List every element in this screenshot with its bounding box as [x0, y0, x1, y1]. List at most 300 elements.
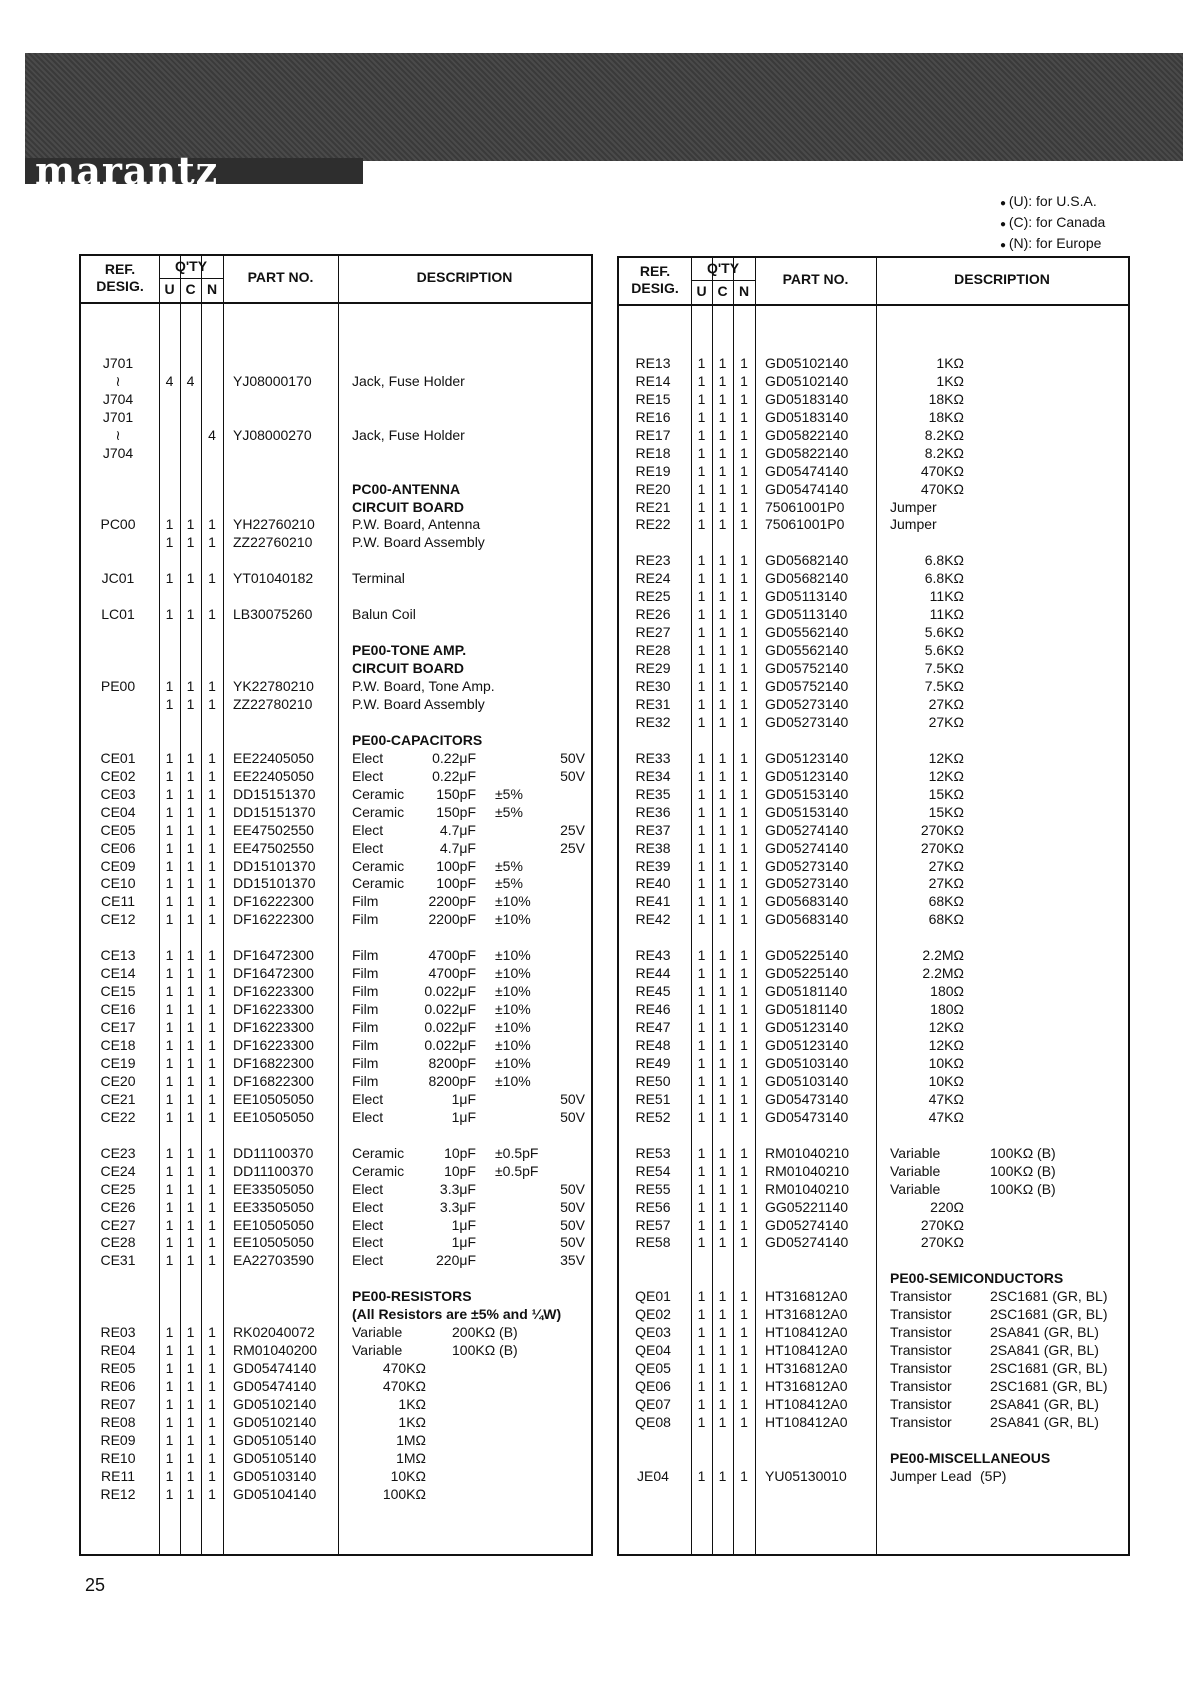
ref-desig: RE20: [635, 480, 671, 497]
tolerance: ±10%: [495, 947, 531, 964]
ref-desig: RE12: [100, 1485, 136, 1502]
qty-c: 1: [186, 749, 195, 766]
ref-desig: RE16: [635, 408, 671, 425]
qty-u: 1: [165, 1144, 174, 1161]
qty-c: 1: [718, 839, 727, 856]
qty-c: 1: [186, 911, 195, 928]
part-number: GD05113140: [765, 606, 848, 623]
qty-c: 1: [718, 785, 727, 802]
qty-u: 1: [697, 857, 706, 874]
qty-c: 1: [718, 480, 727, 497]
part-number: DF16223300: [233, 1037, 314, 1053]
qty-c: 1: [718, 911, 727, 928]
table-row: [619, 481, 1128, 499]
section-heading: PE00-MISCELLANEOUS: [890, 1449, 1051, 1466]
qty-c: 1: [718, 408, 727, 425]
table-row: [619, 893, 1128, 911]
table-row: [81, 391, 591, 409]
description-type: Jumper: [890, 516, 937, 533]
part-number: EE47502550: [233, 839, 314, 856]
ref-desig: RE30: [635, 678, 671, 694]
voltage-rating: 50V: [560, 1234, 585, 1251]
table-row: [81, 947, 591, 965]
table-row: [619, 391, 1128, 409]
qty-u: 1: [697, 1467, 706, 1484]
description-type: P.W. Board Assembly: [352, 534, 485, 551]
voltage-rating: 25V: [560, 839, 585, 856]
description-type: Jumper Lead: [890, 1467, 972, 1484]
qty-u: 1: [165, 516, 174, 533]
qty-u: 1: [697, 1342, 706, 1359]
part-number: ZZ22780210: [233, 695, 313, 712]
part-number: DF16223300: [233, 1019, 314, 1036]
qty-n: 1: [208, 947, 216, 964]
resistance-value: 15KΩ: [928, 803, 964, 820]
header-c: C: [185, 281, 196, 297]
qty-u: 1: [697, 606, 706, 623]
part-number: EE10505050: [233, 1216, 314, 1233]
qty-c: 1: [718, 570, 727, 587]
qty-c: 1: [186, 1252, 195, 1269]
qty-n: 1: [208, 749, 216, 766]
qty-n: 1: [208, 803, 216, 820]
part-number: GD05273140: [765, 857, 849, 874]
qty-c: 1: [718, 372, 727, 389]
table-row: [81, 1109, 591, 1127]
description-value: 100KΩ (B): [452, 1342, 518, 1359]
qty-n: 1: [740, 1378, 748, 1395]
part-number: GD05752140: [765, 678, 849, 694]
description-value: (5P): [980, 1467, 1007, 1484]
table-row: [81, 1091, 591, 1109]
resistance-value: 11KΩ: [929, 588, 964, 605]
description-value: 0.022μF: [424, 1001, 476, 1018]
qty-u: 1: [697, 749, 706, 766]
description-type: Variable: [890, 1144, 941, 1161]
part-number: HT108412A0: [765, 1324, 848, 1341]
table-row: [619, 570, 1128, 588]
description-type: Variable: [352, 1324, 403, 1341]
ref-desig: QE04: [635, 1342, 671, 1359]
qty-c: 1: [186, 1378, 195, 1395]
ref-desig: JE04: [637, 1467, 669, 1484]
description-value: 0.022μF: [424, 983, 476, 1000]
table-row: [619, 1234, 1128, 1252]
table-row: [81, 1450, 591, 1468]
table-row: [81, 1037, 591, 1055]
resistance-value: 1KΩ: [936, 354, 964, 371]
ref-desig: CE21: [100, 1090, 136, 1107]
qty-u: 1: [697, 480, 706, 497]
table-row: [619, 1037, 1128, 1055]
ref-desig: RE27: [635, 624, 671, 641]
table-row: [81, 1073, 591, 1091]
qty-n: 1: [740, 1324, 748, 1341]
ref-desig: RE29: [635, 660, 671, 677]
qty-u: 1: [697, 390, 706, 407]
table-row: [81, 409, 591, 427]
qty-c: 1: [718, 642, 727, 659]
part-number: GD05682140: [765, 552, 849, 569]
part-number: YJ08000170: [233, 372, 312, 389]
table-row: [81, 1163, 591, 1181]
legend-item: ● (C): for Canada: [1000, 213, 1105, 234]
resistance-value: 12KΩ: [928, 767, 964, 784]
description-value: 100KΩ (B): [990, 1144, 1056, 1161]
ref-desig: CE16: [100, 1001, 136, 1018]
qty-n: 1: [740, 1234, 748, 1251]
header-n: N: [738, 283, 750, 299]
table-row: [81, 373, 591, 391]
ref-desig: RE25: [635, 588, 671, 605]
qty-c: 1: [718, 1144, 727, 1161]
ref-desig: CE06: [100, 839, 136, 856]
table-row: [619, 1181, 1128, 1199]
brand-logo: marantz: [35, 148, 219, 193]
qty-u: 1: [165, 875, 174, 892]
part-number: GD05683140: [765, 911, 849, 928]
qty-c: 1: [718, 660, 727, 677]
part-number: GD05102140: [233, 1396, 317, 1412]
qty-n: 1: [208, 1413, 216, 1430]
description-type: Transistor: [890, 1360, 952, 1377]
table-row: [619, 1073, 1128, 1091]
qty-c: 1: [186, 767, 195, 784]
qty-n: 4: [208, 426, 216, 443]
qty-n: 1: [740, 1396, 748, 1412]
qty-u: 1: [697, 839, 706, 856]
description-value: 100KΩ (B): [990, 1162, 1056, 1179]
qty-u: 1: [165, 947, 174, 964]
qty-c: 1: [186, 1396, 195, 1412]
qty-u: 1: [697, 1072, 706, 1089]
part-number: GD05123140: [765, 749, 849, 766]
description-type: Film: [352, 1054, 379, 1071]
resistance-value: 2.2MΩ: [922, 965, 964, 982]
ref-desig: PC00: [100, 516, 136, 533]
ref-desig: RE41: [635, 893, 671, 910]
section-heading: PE00-SEMICONDUCTORS: [890, 1270, 1064, 1287]
qty-n: 1: [740, 947, 748, 964]
table-row: [619, 786, 1128, 804]
tolerance: ±5%: [495, 875, 523, 892]
qty-u: 1: [165, 1485, 174, 1502]
ref-desig: RE45: [635, 983, 671, 1000]
ref-desig: J704: [102, 444, 134, 461]
qty-n: 1: [740, 1108, 748, 1125]
table-row: [619, 840, 1128, 858]
resistance-value: 1MΩ: [396, 1431, 426, 1448]
part-number: HT316812A0: [765, 1378, 848, 1395]
table-row: [619, 1468, 1128, 1486]
part-number: GD05183140: [765, 390, 849, 407]
qty-u: 1: [697, 1234, 706, 1251]
qty-c: 1: [186, 1234, 195, 1251]
qty-n: 1: [740, 570, 748, 587]
description-value: 2200pF: [428, 893, 476, 910]
description-value: 8200pF: [428, 1054, 476, 1071]
legend-item: ● (U): for U.S.A.: [1000, 192, 1105, 213]
qty-u: 1: [697, 426, 706, 443]
qty-n: 1: [740, 1198, 748, 1215]
description-type: Film: [352, 947, 379, 964]
part-number: 75061001P0: [765, 516, 845, 533]
qty-n: 1: [740, 390, 748, 407]
description-type: Ceramic: [352, 1162, 405, 1179]
qty-u: 1: [165, 911, 174, 928]
table-row: [81, 1001, 591, 1019]
qty-c: 1: [186, 1144, 195, 1161]
table-row: [619, 373, 1128, 391]
description-type: Elect: [352, 1234, 384, 1251]
resistance-value: 27KΩ: [928, 875, 964, 892]
description-value: 0.022μF: [424, 1019, 476, 1036]
ref-desig: QE02: [635, 1306, 671, 1323]
qty-n: 1: [208, 1360, 216, 1377]
qty-c: 1: [718, 1054, 727, 1071]
qty-n: 1: [208, 1198, 216, 1215]
table-row: [619, 1378, 1128, 1396]
ref-desig: RE48: [635, 1037, 671, 1053]
description-type: Film: [352, 1019, 379, 1036]
ref-desig: QE06: [635, 1378, 671, 1395]
qty-u: 1: [697, 1288, 706, 1305]
description-type: Ceramic: [352, 785, 405, 802]
description-type: Elect: [352, 839, 384, 856]
header-desig: DESIG.: [96, 278, 144, 294]
tolerance: ±10%: [495, 1054, 531, 1071]
part-number: RM01040210: [765, 1180, 850, 1197]
description-type: Elect: [352, 1198, 384, 1215]
part-number: GD05474140: [233, 1378, 317, 1395]
table-row: [619, 1396, 1128, 1414]
resistance-value: 470KΩ: [382, 1378, 426, 1395]
qty-c: 1: [718, 1037, 727, 1053]
qty-u: 1: [697, 911, 706, 928]
table-row: [81, 858, 591, 876]
table-row: [81, 1486, 591, 1504]
table-row: [81, 1468, 591, 1486]
ref-desig: CE26: [100, 1198, 136, 1215]
ref-desig: CE20: [100, 1072, 136, 1089]
ref-desig: CE01: [100, 749, 136, 766]
description-type: Transistor: [890, 1396, 952, 1412]
section-heading: CIRCUIT BOARD: [352, 498, 464, 515]
ref-desig: QE07: [635, 1396, 671, 1412]
part-number: GD05822140: [765, 426, 849, 443]
part-number: HT316812A0: [765, 1360, 848, 1377]
table-row: [619, 1342, 1128, 1360]
qty-u: 1: [165, 695, 174, 712]
tolerance: ±10%: [495, 893, 531, 910]
qty-n: 1: [740, 606, 748, 623]
table-row: [81, 768, 591, 786]
qty-c: 1: [186, 1449, 195, 1466]
qty-c: 1: [718, 695, 727, 712]
part-number: DF16822300: [233, 1054, 314, 1071]
part-number: GD05113140: [765, 588, 848, 605]
qty-u: 1: [165, 1108, 174, 1125]
qty-n: 1: [208, 1431, 216, 1448]
description-value: 0.22μF: [432, 767, 476, 784]
resistance-value: 270KΩ: [920, 1234, 964, 1251]
resistance-value: 1MΩ: [396, 1449, 426, 1466]
part-number: GD05822140: [765, 444, 849, 461]
part-number: GD05274140: [765, 839, 849, 856]
description-value: 2SC1681 (GR, BL): [990, 1306, 1108, 1323]
qty-c: 1: [186, 893, 195, 910]
qty-c: 1: [718, 893, 727, 910]
description-value: 0.022μF: [424, 1037, 476, 1053]
table-row: [619, 1324, 1128, 1342]
qty-c: 1: [718, 552, 727, 569]
voltage-rating: 50V: [560, 767, 585, 784]
region-legend: [1000, 192, 1105, 255]
part-number: GD05181140: [765, 983, 848, 1000]
qty-n: 1: [208, 1108, 216, 1125]
qty-u: 1: [697, 713, 706, 730]
ref-desig: RE13: [635, 354, 671, 371]
part-number: GD05123140: [765, 767, 849, 784]
qty-c: 1: [186, 1216, 195, 1233]
qty-c: 1: [718, 1216, 727, 1233]
qty-c: 1: [186, 821, 195, 838]
qty-n: 1: [208, 875, 216, 892]
qty-n: 1: [208, 821, 216, 838]
table-row: [81, 445, 591, 463]
qty-u: 1: [697, 624, 706, 641]
ref-desig: RE55: [635, 1180, 671, 1197]
ref-desig: RE22: [635, 516, 671, 533]
qty-n: 1: [208, 785, 216, 802]
table-row: [81, 481, 591, 499]
header-c: C: [717, 283, 728, 299]
qty-c: 1: [186, 1180, 195, 1197]
tolerance: ±10%: [495, 1001, 531, 1018]
qty-header-divider: [691, 280, 755, 281]
table-row: [81, 642, 591, 660]
qty-c: 1: [718, 965, 727, 982]
resistance-value: 180Ω: [930, 983, 964, 1000]
qty-u: 1: [697, 642, 706, 659]
qty-u: 1: [165, 1019, 174, 1036]
qty-n: 1: [208, 1054, 216, 1071]
description-value: 2SC1681 (GR, BL): [990, 1288, 1108, 1305]
ref-desig: RE14: [635, 372, 671, 389]
part-number: EE47502550: [233, 821, 314, 838]
ref-desig: RE17: [635, 426, 671, 443]
resistance-value: 180Ω: [930, 1001, 964, 1018]
qty-c: 1: [186, 947, 195, 964]
part-number: GD05473140: [765, 1108, 849, 1125]
qty-c: 1: [718, 1019, 727, 1036]
qty-u: 1: [165, 803, 174, 820]
qty-n: 1: [740, 498, 748, 515]
qty-n: 1: [740, 642, 748, 659]
ref-desig: CE25: [100, 1180, 136, 1197]
description-type: P.W. Board, Antenna: [352, 516, 481, 533]
part-number: GD05102140: [765, 372, 849, 389]
ref-desig: CE09: [100, 857, 136, 874]
table-row: [619, 714, 1128, 732]
table-row: [619, 1055, 1128, 1073]
resistance-value: 12KΩ: [928, 1037, 964, 1053]
table-row: [81, 660, 591, 678]
table-row: [619, 499, 1128, 517]
qty-u: 1: [165, 893, 174, 910]
table-row: [81, 696, 591, 714]
header-ref: REF.: [639, 263, 671, 279]
table-row: [619, 1450, 1128, 1468]
tolerance: ±0.5pF: [495, 1144, 539, 1161]
qty-n: 1: [208, 695, 216, 712]
header-n: N: [206, 281, 218, 297]
qty-u: 1: [165, 1378, 174, 1395]
table-row: [81, 804, 591, 822]
table-row: [81, 534, 591, 552]
table-row: [619, 427, 1128, 445]
part-number: GD05104140: [233, 1485, 317, 1502]
qty-u: 1: [697, 1162, 706, 1179]
ref-desig: RE35: [635, 785, 671, 802]
ref-desig: CE18: [100, 1037, 136, 1053]
table-row: [619, 875, 1128, 893]
qty-u: 1: [697, 408, 706, 425]
description-value: 2SA841 (GR, BL): [990, 1342, 1099, 1359]
qty-n: 1: [208, 516, 216, 533]
part-number: DD11100370: [233, 1162, 314, 1179]
ref-desig: RE47: [635, 1019, 671, 1036]
qty-n: 1: [740, 1001, 748, 1018]
voltage-rating: 50V: [560, 749, 585, 766]
ref-desig: RE33: [635, 749, 671, 766]
part-number: GD05102140: [765, 354, 849, 371]
qty-n: 1: [208, 1090, 216, 1107]
description-value: 2SA841 (GR, BL): [990, 1413, 1099, 1430]
qty-n: 1: [740, 1288, 748, 1305]
qty-n: 1: [740, 1360, 748, 1377]
description-type: Elect: [352, 1108, 384, 1125]
ref-desig: RE57: [635, 1216, 671, 1233]
qty-u: 1: [165, 1431, 174, 1448]
ref-desig: CE28: [100, 1234, 136, 1251]
resistance-value: 12KΩ: [928, 749, 964, 766]
table-row: [81, 983, 591, 1001]
qty-n: 1: [208, 1449, 216, 1466]
qty-n: 1: [208, 1378, 216, 1395]
header-qty: Q'TY: [706, 260, 740, 276]
qty-u: 4: [165, 372, 174, 389]
part-number: EE10505050: [233, 1108, 314, 1125]
qty-n: 1: [740, 1162, 748, 1179]
qty-n: 1: [740, 1342, 748, 1359]
table-row: [619, 516, 1128, 534]
qty-n: 1: [740, 552, 748, 569]
resistance-value: 15KΩ: [928, 785, 964, 802]
part-number: RK02040072: [233, 1324, 315, 1341]
table-row: [81, 1414, 591, 1432]
description-value: 4.7μF: [439, 839, 476, 856]
part-number: RM01040210: [765, 1162, 850, 1179]
part-number: GD05181140: [765, 1001, 848, 1018]
description-type: Film: [352, 965, 379, 982]
qty-n: 1: [208, 983, 216, 1000]
qty-n: 1: [740, 821, 748, 838]
table-row: [619, 1288, 1128, 1306]
qty-c: 1: [186, 1324, 195, 1341]
qty-c: 1: [186, 1001, 195, 1018]
qty-u: 1: [165, 821, 174, 838]
